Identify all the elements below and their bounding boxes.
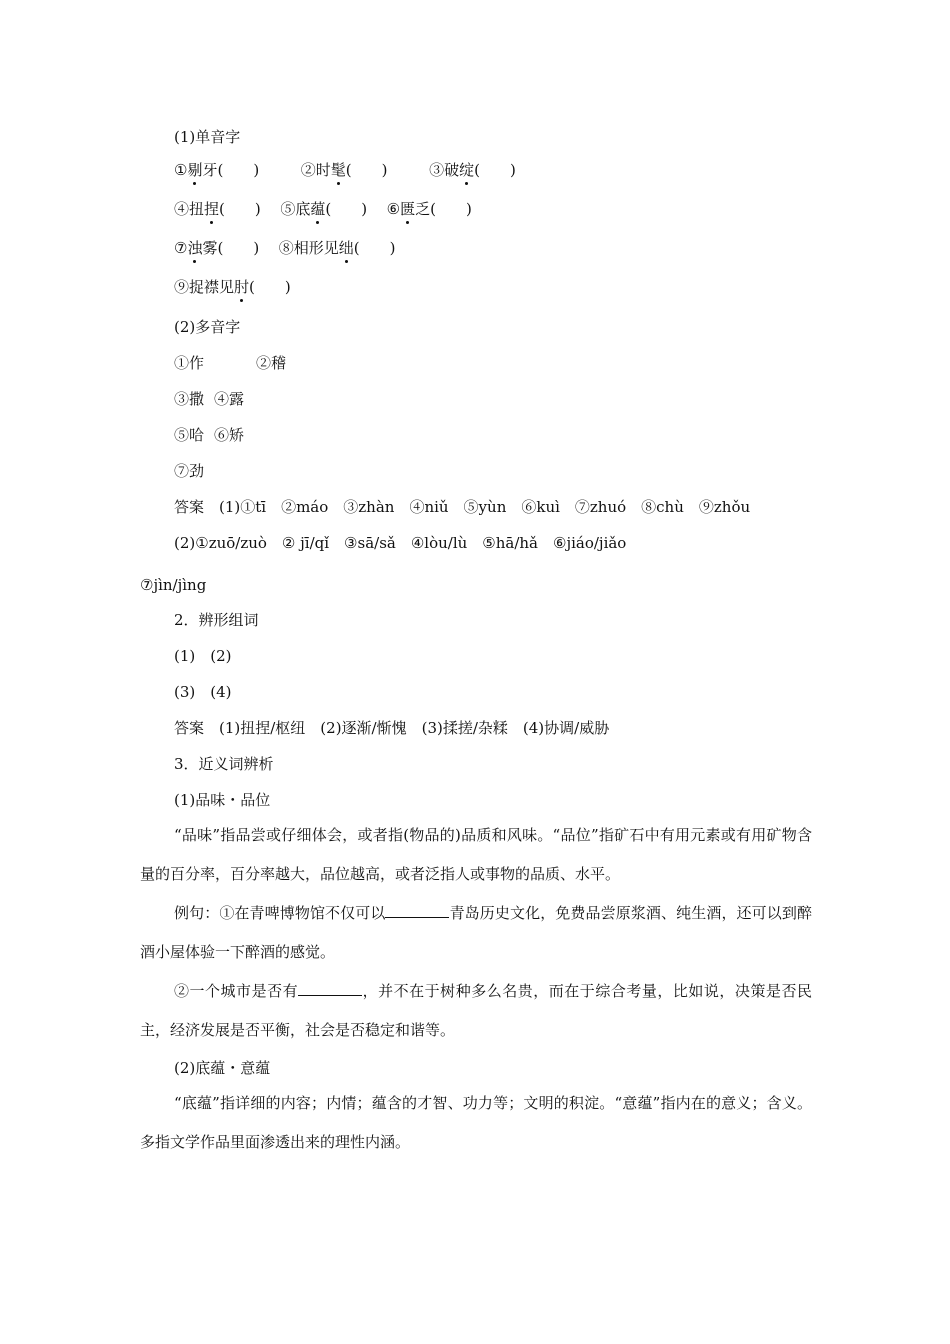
dotted-char: 肘 xyxy=(234,278,250,296)
dotted-char: 髦 xyxy=(330,161,346,179)
multi-char-title: (2)多音字 xyxy=(174,318,241,336)
multi-char-row-1: ①作 ②稽 xyxy=(174,354,287,372)
answer-line-3: ⑦jìn/jìng xyxy=(140,576,207,594)
fill-in-blank[interactable] xyxy=(298,981,362,996)
dotted-char: 匮 xyxy=(400,200,416,218)
subsection-2-paragraph: “底蕴”指详细的内容；内情；蕴含的才智、功力等；文明的积淀。“意蕴”指内在的意义；含义。多指文学作品里面渗透出来的理性内涵。 xyxy=(140,1094,812,1151)
dotted-char: 浊 xyxy=(187,239,203,257)
dotted-char: 剔 xyxy=(187,161,203,179)
subsection-1-paragraph: “品味”指品尝或仔细体会，或者指(物品的)品质和风味。“品位”指矿石中有用元素或有用矿物含量的百分率，百分率越大，品位越高，或者泛指人或事物的品质、水平。 xyxy=(140,826,812,883)
item-4: ④扭捏( ) xyxy=(174,200,261,218)
item-7: ⑦浊雾( ) xyxy=(174,239,260,257)
item-6: ⑥匮乏( ) xyxy=(386,200,472,218)
section-3-title: 3．近义词辨析 xyxy=(174,755,274,773)
single-char-row-2 xyxy=(174,199,472,219)
dotted-char: 绌 xyxy=(338,239,354,257)
single-char-row-1 xyxy=(174,160,516,180)
multi-char-row-4: ⑦劲 xyxy=(174,462,205,480)
section-2-row-2: (3) (4) xyxy=(174,683,232,701)
item-2: ②时髦( ) xyxy=(300,161,388,179)
dotted-char: 绽 xyxy=(459,161,475,179)
multi-char-row-2: ③撒 ④露 xyxy=(174,390,245,408)
item-3: ③破绽( ) xyxy=(429,161,516,179)
example-2: ②一个城市是否有 ，并不在于树种多么名贵，而在于综合考量，比如说，决策是否民主，经济发展是否平衡，社会是否稳定和谐等。 xyxy=(140,982,812,1039)
answer-line-2: (2)①zuō/zuò ② jī/qǐ ③sā/sǎ ④lòu/lù ⑤hā/hǎ ⑥jiáo/jiǎo xyxy=(174,534,627,552)
item-5: ⑤底蕴( ) xyxy=(280,200,368,218)
multi-char-row-3: ⑤哈 ⑥矫 xyxy=(174,426,245,444)
single-char-row-3 xyxy=(174,238,396,258)
section-2-row-1: (1) (2) xyxy=(174,647,232,665)
dotted-char: 蕴 xyxy=(310,200,326,218)
item-8: ⑧相形见绌( ) xyxy=(278,239,396,257)
example-1: 例句：①在青啤博物馆不仅可以 青岛历史文化，免费品尝原浆酒、纯生酒，还可以到醉酒小屋体验一下醉酒的感觉。 xyxy=(140,904,812,961)
single-char-row-4 xyxy=(174,277,291,297)
dotted-char: 捏 xyxy=(204,200,220,218)
subsection-2-title: (2)底蕴・意蕴 xyxy=(174,1059,271,1077)
fill-in-blank[interactable] xyxy=(385,903,449,918)
item-9: ⑨捉襟见肘( ) xyxy=(174,278,291,296)
subsection-1-title: (1)品味・品位 xyxy=(174,791,271,809)
single-char-title: (1)单音字 xyxy=(174,128,241,146)
section-2-title: 2．辨形组词 xyxy=(174,611,259,629)
section-2-answer: 答案 (1)扭捏/枢纽 (2)逐渐/惭愧 (3)揉搓/杂糅 (4)协调/威胁 xyxy=(174,719,610,737)
answer-line-1: 答案 (1)①tī ②máo ③zhàn ④niǔ ⑤yùn ⑥kuì ⑦zhuó ⑧chù ⑨zhǒu xyxy=(174,498,751,516)
item-1: ①剔牙( ) xyxy=(174,161,260,179)
